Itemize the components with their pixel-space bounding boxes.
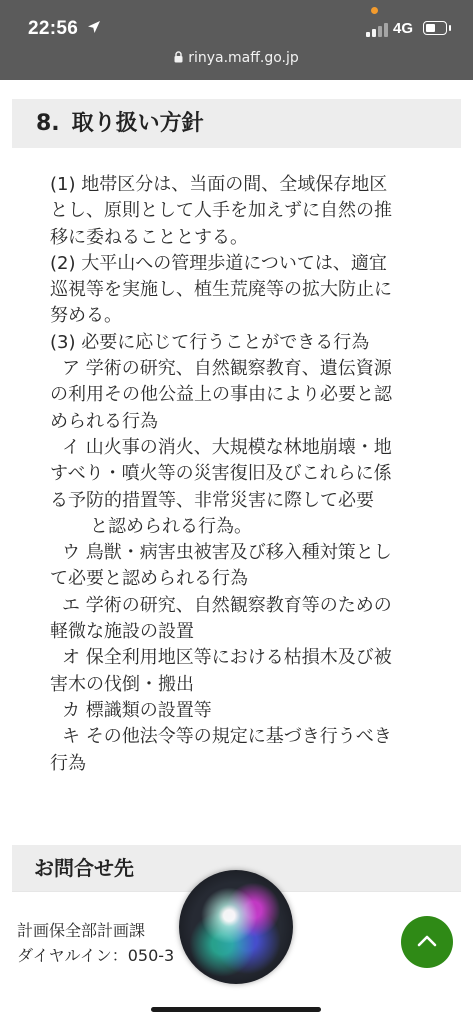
section-number: 8. [36, 111, 60, 136]
policy-line: 巡視等を実施し、植生荒廃等の拡大防止に [50, 279, 392, 301]
contact-heading: お問合せ先 [12, 845, 461, 891]
policy-line: とし、原則として人手を加えずに自然の推 [50, 200, 392, 222]
policy-line: 努める。 [50, 305, 122, 327]
policy-line: 軽微な施設の設置 [50, 621, 194, 643]
privacy-indicator-dot [371, 7, 378, 14]
policy-line: められる行為 [50, 410, 158, 432]
lock-icon [174, 51, 183, 63]
policy-line: 移に委ねることとする。 [50, 226, 248, 248]
policy-line: て必要と認められる行為 [50, 568, 248, 590]
back-to-top-button[interactable] [401, 916, 453, 968]
address-bar[interactable] [0, 50, 473, 66]
policy-line: る予防的措置等、非常災害に際して必要 [50, 489, 374, 511]
policy-line: オ 保全利用地区等における枯損木及び被 [62, 647, 392, 669]
home-indicator[interactable] [151, 1007, 321, 1012]
policy-line: 行為 [50, 752, 86, 774]
cellular-signal-icon [366, 22, 388, 37]
siri-orb-icon[interactable] [179, 870, 293, 984]
policy-line: の利用その他公益上の事由により必要と認 [50, 384, 392, 406]
battery-icon [423, 21, 447, 35]
policy-body [50, 172, 430, 777]
policy-line: (2) 大平山への管理歩道については、適宜 [50, 252, 387, 274]
section-heading [12, 99, 461, 148]
chevron-up-icon [415, 932, 439, 952]
url-text: rinya.maff.go.jp [188, 50, 299, 66]
policy-line: ア 学術の研究、自然観察教育、遺伝資源 [62, 358, 392, 380]
policy-line: イ 山火事の消火、大規模な林地崩壊・地 [62, 436, 392, 458]
policy-line: すべり・噴火等の災害復旧及びこれらに係 [50, 463, 392, 485]
browser-top-bar [0, 0, 473, 80]
contact-dial-in: ダイヤルイン：050-3 [17, 946, 175, 965]
policy-line: (1) 地帯区分は、当面の間、全域保存地区 [50, 174, 388, 195]
network-type: 4G [393, 20, 414, 37]
policy-line: (3) 必要に応じて行うことができる行為 [50, 331, 370, 353]
section-title: 取り扱い方針 [71, 111, 204, 136]
location-arrow-icon [87, 20, 101, 34]
contact-department: 計画保全部計画課 [17, 921, 146, 940]
status-time: 22:56 [28, 18, 79, 39]
policy-line: と認められる行為。 [90, 515, 252, 537]
policy-line: 害木の伐倒・搬出 [50, 673, 194, 695]
policy-line: ウ 鳥獣・病害虫被害及び移入種対策とし [62, 542, 392, 564]
policy-line: キ その他法令等の規定に基づき行うべき [62, 726, 392, 748]
policy-line: エ 学術の研究、自然観察教育等のための [62, 594, 392, 616]
policy-line: カ 標識類の設置等 [62, 699, 212, 721]
